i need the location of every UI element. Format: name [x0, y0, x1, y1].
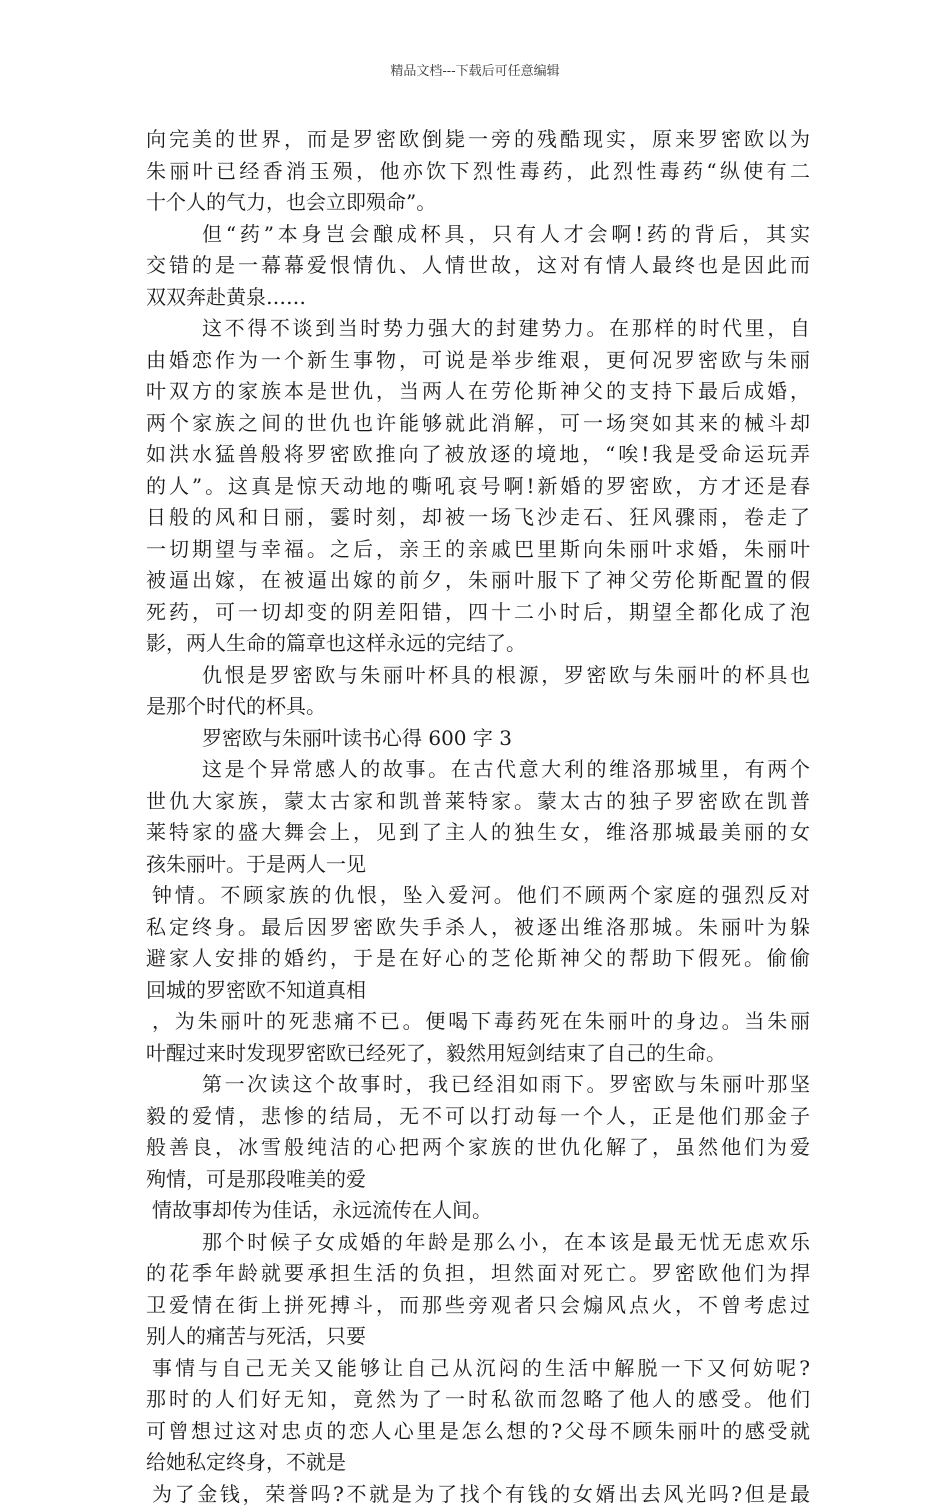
text-line: 事情与自己无关又能够让自己从沉闷的生活中解脱一下又何妨呢?	[146, 1353, 810, 1385]
text-line: 回城的罗密欧不知道真相	[146, 975, 810, 1007]
text-line: 钟情。不顾家族的仇恨，坠入爱河。他们不顾两个家庭的强烈反对	[146, 880, 810, 912]
text-line: 双双奔赴黄泉……	[146, 282, 810, 314]
text-line: ，为朱丽叶的死悲痛不已。便喝下毒药死在朱丽叶的身边。当朱丽	[146, 1006, 810, 1038]
text-line: 那时的人们好无知，竟然为了一时私欲而忽略了他人的感受。他们	[146, 1384, 810, 1416]
text-line: 十个人的气力，也会立即殒命”。	[146, 187, 810, 219]
text-line: 仇恨是罗密欧与朱丽叶杯具的根源，罗密欧与朱丽叶的杯具也	[146, 660, 810, 692]
text-line: 由婚恋作为一个新生事物，可说是举步维艰，更何况罗密欧与朱丽	[146, 345, 810, 377]
text-line: 这是个异常感人的故事。在古代意大利的维洛那城里，有两个	[146, 754, 810, 786]
text-line: 死药，可一切却变的阴差阳错，四十二小时后，期望全都化成了泡	[146, 597, 810, 629]
text-line: 的花季年龄就要承担生活的负担，坦然面对死亡。罗密欧他们为捍	[146, 1258, 810, 1290]
text-line: 交错的是一幕幕爱恨情仇、人情世故，这对有情人最终也是因此而	[146, 250, 810, 282]
text-line: 叶双方的家族本是世仇，当两人在劳伦斯神父的支持下最后成婚，	[146, 376, 810, 408]
text-line: 那个时候子女成婚的年龄是那么小，在本该是最无忧无虑欢乐	[146, 1227, 810, 1259]
text-line: 世仇大家族，蒙太古家和凯普莱特家。蒙太古的独子罗密欧在凯普	[146, 786, 810, 818]
text-line: 可曾想过这对忠贞的恋人心里是怎么想的?父母不顾朱丽叶的感受就	[146, 1416, 810, 1448]
text-line: 卫爱情在街上拼死搏斗，而那些旁观者只会煽风点火，不曾考虑过	[146, 1290, 810, 1322]
document-body	[146, 124, 810, 1510]
text-line: 但“药”本身岂会酿成杯具，只有人才会啊!药的背后，其实	[146, 219, 810, 251]
page-header: 精品文档---下载后可任意编辑	[0, 64, 950, 80]
text-line: 殉情，可是那段唯美的爱	[146, 1164, 810, 1196]
text-line: 朱丽叶已经香消玉殒，他亦饮下烈性毒药，此烈性毒药“纵使有二	[146, 156, 810, 188]
text-line: 一切期望与幸福。之后，亲王的亲戚巴里斯向朱丽叶求婚，朱丽叶	[146, 534, 810, 566]
text-line: 毅的爱情，悲惨的结局，无不可以打动每一个人，正是他们那金子	[146, 1101, 810, 1133]
text-line: 这不得不谈到当时势力强大的封建势力。在那样的时代里，自	[146, 313, 810, 345]
text-line: 的人”。这真是惊天动地的嘶吼哀号啊!新婚的罗密欧，方才还是春	[146, 471, 810, 503]
text-line: 私定终身。最后因罗密欧失手杀人，被逐出维洛那城。朱丽叶为躲	[146, 912, 810, 944]
text-line: 为了金钱，荣誉吗?不就是为了找个有钱的女婿出去风光吗?但是最	[146, 1479, 810, 1510]
text-line: 影，两人生命的篇章也这样永远的完结了。	[146, 628, 810, 660]
text-line: 避家人安排的婚约，于是在好心的芝伦斯神父的帮助下假死。偷偷	[146, 943, 810, 975]
text-line: 别人的痛苦与死活，只要	[146, 1321, 810, 1353]
text-line: 莱特家的盛大舞会上，见到了主人的独生女，维洛那城最美丽的女	[146, 817, 810, 849]
text-line: 日般的风和日丽，霎时刻，却被一场飞沙走石、狂风骤雨，卷走了	[146, 502, 810, 534]
text-line: 向完美的世界，而是罗密欧倒毙一旁的残酷现实，原来罗密欧以为	[146, 124, 810, 156]
text-line: 第一次读这个故事时，我已经泪如雨下。罗密欧与朱丽叶那坚	[146, 1069, 810, 1101]
text-line: 两个家族之间的世仇也许能够就此消解，可一场突如其来的械斗却	[146, 408, 810, 440]
text-line: 孩朱丽叶。于是两人一见	[146, 849, 810, 881]
text-line: 被逼出嫁，在被逼出嫁的前夕，朱丽叶服下了神父劳伦斯配置的假	[146, 565, 810, 597]
text-line: 般善良，冰雪般纯洁的心把两个家族的世仇化解了，虽然他们为爱	[146, 1132, 810, 1164]
text-line: 是那个时代的杯具。	[146, 691, 810, 723]
text-line: 罗密欧与朱丽叶读书心得 600 字 3	[146, 723, 810, 755]
text-line: 情故事却传为佳话，永远流传在人间。	[146, 1195, 810, 1227]
text-line: 如洪水猛兽般将罗密欧推向了被放逐的境地，“唉!我是受命运玩弄	[146, 439, 810, 471]
text-line: 叶醒过来时发现罗密欧已经死了，毅然用短剑结束了自己的生命。	[146, 1038, 810, 1070]
text-line: 给她私定终身，不就是	[146, 1447, 810, 1479]
